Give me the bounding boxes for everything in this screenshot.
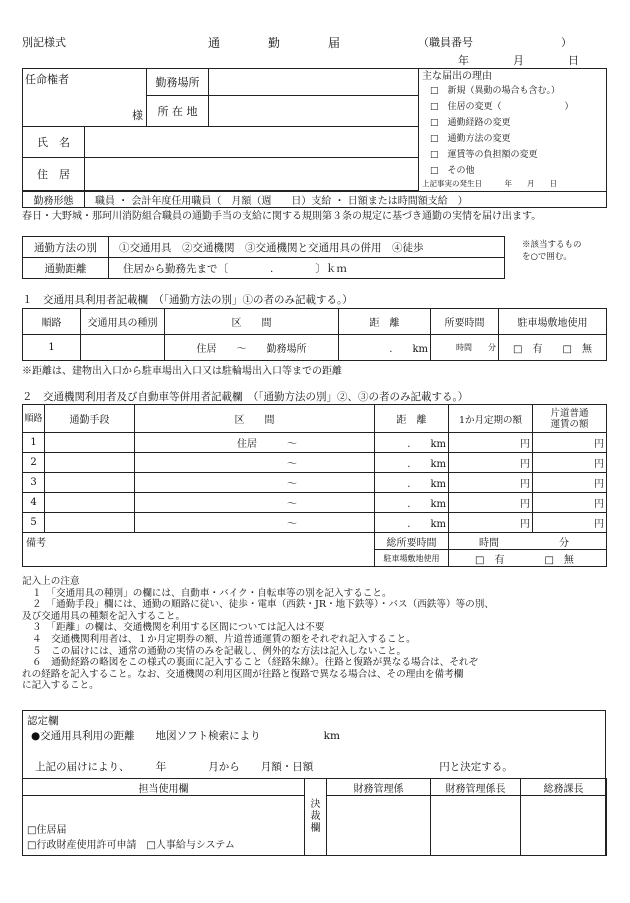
s1-parking-field[interactable]: □ 有 □ 無 [499,335,607,361]
s2-means-field[interactable] [45,433,135,453]
general-manager-stamp[interactable] [521,796,607,856]
notes-block [22,576,494,692]
s2-header-no: 順路 [23,405,45,433]
occurrence-date: 上記事実の発生日 年 月 日 [422,179,557,188]
workplace-label: 勤務場所 [147,69,209,96]
employment-text[interactable]: 職員 ・ 会計年度任用職員（ 月額（週 日）支給 ・ 日額または時間額支給 ） [85,192,607,208]
s2-monthly-field[interactable]: 円 [449,493,533,513]
s2-header-oneway-2: 運賃の額 [550,418,589,430]
s2-route-dash: ～ [287,439,297,450]
staff-column-header: 担当使用欄 [23,779,305,796]
general-manager-header: 総務課長 [521,779,607,796]
s2-row-no: 2 [23,453,45,473]
note-2-cont: 及び交通用具の種類を記入すること。 [22,610,186,622]
s2-distance-field[interactable]: . km [375,433,449,453]
s2-oneway-field[interactable]: 円 [533,453,607,473]
s2-distance-field[interactable]: . km [375,513,449,533]
s2-route-dash: ～ [287,459,297,470]
s1-vehicle-field[interactable] [81,335,165,361]
s2-row [23,433,607,453]
s2-header-means: 通勤手段 [45,405,135,433]
s1-route-from: 住居 [196,344,217,355]
s2-means-field[interactable] [45,473,135,493]
reason-address-change[interactable]: □ 住居の変更（ ） [430,102,574,112]
s2-row-no: 5 [23,513,45,533]
s2-monthly-field[interactable]: 円 [449,433,533,453]
decision-label: 決裁欄 [305,779,327,856]
s2-route-field[interactable] [135,433,375,453]
s2-row [23,473,607,493]
finance-staff-header: 財務管理係 [327,779,431,796]
section2-title: ２ 交通機関利用者及び自動車等併用者記載欄 （「通勤方法の別」②、③の者のみ記載する。） [22,391,469,403]
s2-distance-field[interactable]: . km [375,473,449,493]
reason-fare-change[interactable]: □ 運賃等の負担額の変更 [430,150,538,160]
location-field[interactable] [209,95,419,126]
s2-row-no: 3 [23,473,45,493]
approval-decision-line[interactable]: 上記の届けにより、 年 月から 月額・日額 円と決定する。 [35,761,513,773]
s1-header-route: 区 間 [165,309,339,335]
s2-distance-field[interactable]: . km [375,493,449,513]
reason-route-change[interactable]: □ 通勤経路の変更 [430,118,511,128]
decision-table [22,778,607,856]
s1-header-vehicle: 交通用具の種別 [81,309,165,335]
s2-oneway-field[interactable]: 円 [533,433,607,453]
total-time-field[interactable]: 時間 分 [449,533,607,550]
s2-distance-field[interactable]: . km [375,453,449,473]
side-note-1: ※該当するもの [522,240,582,250]
s1-time-field[interactable]: 時間 分 [431,335,499,361]
s2-oneway-field[interactable]: 円 [533,473,607,493]
s2-route-field[interactable] [135,473,375,493]
note-4: ４ 交通機関利用者は、１か月定期券の額、片道普通運賃の額をそれぞれ記入すること。 [32,633,416,645]
s2-route-dash: ～ [287,519,297,530]
section1-note: ※距離は、建物出入口から駐車場出入口又は駐輪場出入口等までの距離 [22,366,342,377]
remarks-cell[interactable] [23,533,375,567]
s1-row-no: 1 [23,335,81,361]
date-line: 年 月 日 [458,54,579,67]
note-5: ５ この届けには、通常の通勤の実情のみを記載し、例外的な方法は記入しないこと。 [32,645,407,657]
reasons-title: 主な届出の理由 [422,71,492,82]
s2-row [23,493,607,513]
s2-monthly-field[interactable]: 円 [449,473,533,493]
staff-column-body [23,796,305,856]
s2-route-from: 住居 [237,439,257,450]
s1-header-distance: 距 離 [339,309,431,335]
s2-means-field[interactable] [45,453,135,473]
note-6-cont2: に記入すること。 [22,680,99,692]
s2-oneway-field[interactable]: 円 [533,513,607,533]
distance-field[interactable]: 住居から勤務先まで〔 . 〕ｋｍ [109,258,505,279]
s2-header-oneway-1: 片道普通 [550,407,589,419]
s2-route-field[interactable] [135,513,375,533]
s1-header-time: 所要時間 [431,309,499,335]
remarks-label: 備考 [26,538,46,549]
s2-route-dash: ～ [287,499,297,510]
s2-route-dash: ～ [287,479,297,490]
finance-chief-header: 財務管理係長 [431,779,521,796]
approval-title: 認定欄 [27,715,59,727]
finance-chief-stamp[interactable] [431,796,521,856]
s2-header-distance: 距 離 [375,405,449,433]
appointer-cell [23,69,147,127]
applicant-table [22,68,607,208]
address-field[interactable] [85,157,419,190]
section1-table [22,308,607,361]
method-table [22,236,505,279]
side-note-2: を○で囲む。 [522,252,572,262]
reason-other[interactable]: □ その他 [430,166,475,176]
s2-monthly-field[interactable]: 円 [449,453,533,473]
note-6: ６ 通勤経路の略図をこの様式の裏面に記入すること（経路朱線）。往路と復路が異なる場合は、それぞ [32,657,479,669]
section2-table [22,404,607,567]
total-time-label: 総所要時間 [375,533,449,550]
s2-means-field[interactable] [45,493,135,513]
s2-monthly-field[interactable]: 円 [449,513,533,533]
s2-row-no: 1 [23,433,45,453]
s2-parking-field[interactable]: □ 有 □ 無 [449,550,607,567]
note-6-cont: れの経路を記入すること。なお、交通機関の利用区間が往路と復路で異なる場合は、その理由を備考欄 [22,668,464,680]
approval-distance-line[interactable]: ●交通用具利用の距離 地図ソフト検索により km [31,730,340,742]
s1-header-parking: 駐車場敷地使用 [499,309,607,335]
reason-method-change[interactable]: □ 通勤方法の変更 [430,134,511,144]
section1-title: １ 交通用具利用者記載欄 （「通勤方法の別」①の者のみ記載する。） [22,294,353,306]
name-label: 氏 名 [23,126,85,157]
s2-route-field[interactable] [135,453,375,473]
check-address-notice[interactable]: □住居届 [27,825,67,836]
address-label: 住 居 [23,157,85,190]
location-label: 所 在 地 [147,95,209,126]
s2-header-route: 区 間 [135,405,375,433]
name-field[interactable] [85,126,419,157]
s2-row-no: 4 [23,493,45,513]
method-label: 通勤方法の別 [23,237,109,258]
employment-label: 勤務形態 [23,192,85,208]
appointer-label: 任命権者 [25,73,69,86]
declaration: 春日・大野城・那珂川消防組合職員の通勤手当の支給に関する規則第３条の規定に基づき通勤の実情を届け出ます。 [22,211,542,222]
s1-route-dash: ～ [236,344,247,355]
finance-staff-stamp[interactable] [327,796,431,856]
s2-oneway-field[interactable]: 円 [533,493,607,513]
s2-header-oneway [533,405,607,433]
workplace-field[interactable] [209,69,419,96]
reasons-cell [419,69,607,192]
s1-route-to: 勤務場所 [266,344,307,355]
s2-route-field[interactable] [135,493,375,513]
notes-title: 記入上の注意 [22,576,80,587]
method-options[interactable]: ①交通用具 ②交通機関 ③交通機関と交通用具の併用 ④徒歩 [109,237,505,258]
check-property-systems[interactable]: □行政財産使用許可申請 □人事給与システム [27,840,235,851]
s2-row [23,453,607,473]
note-3: ３ 「距離」の欄は、交通機関を利用する区間については記入は不要 [32,622,325,634]
s1-distance-field[interactable]: . km [339,335,431,361]
s1-header-no: 順路 [23,309,81,335]
form-label: 別記様式 [22,36,66,49]
s2-header-monthly: 1か月定期の額 [449,405,533,433]
s1-route [165,335,339,361]
reason-new[interactable]: □ 新規（異動の場合も含む。） [430,86,561,96]
distance-label: 通勤距離 [23,258,109,279]
s2-means-field[interactable] [45,513,135,533]
s2-row [23,513,607,533]
note-2: ２ 「通勤手段」欄には、通勤の順路に従い、徒歩・電車（西鉄・JR・地下鉄等）・バス（西鉄等）等の別、 [32,599,494,611]
form-title: 通 勤 届 [208,36,341,50]
reasons-list [422,83,603,179]
staff-number: （職員番号 ） [418,36,572,49]
honorific: 様 [132,108,143,122]
note-1: １ 「交通用具の種別」の欄には、自動車・バイク・自転車等の別を記入すること。 [32,587,392,599]
s2-parking-label: 駐車場敷地使用 [375,550,449,567]
